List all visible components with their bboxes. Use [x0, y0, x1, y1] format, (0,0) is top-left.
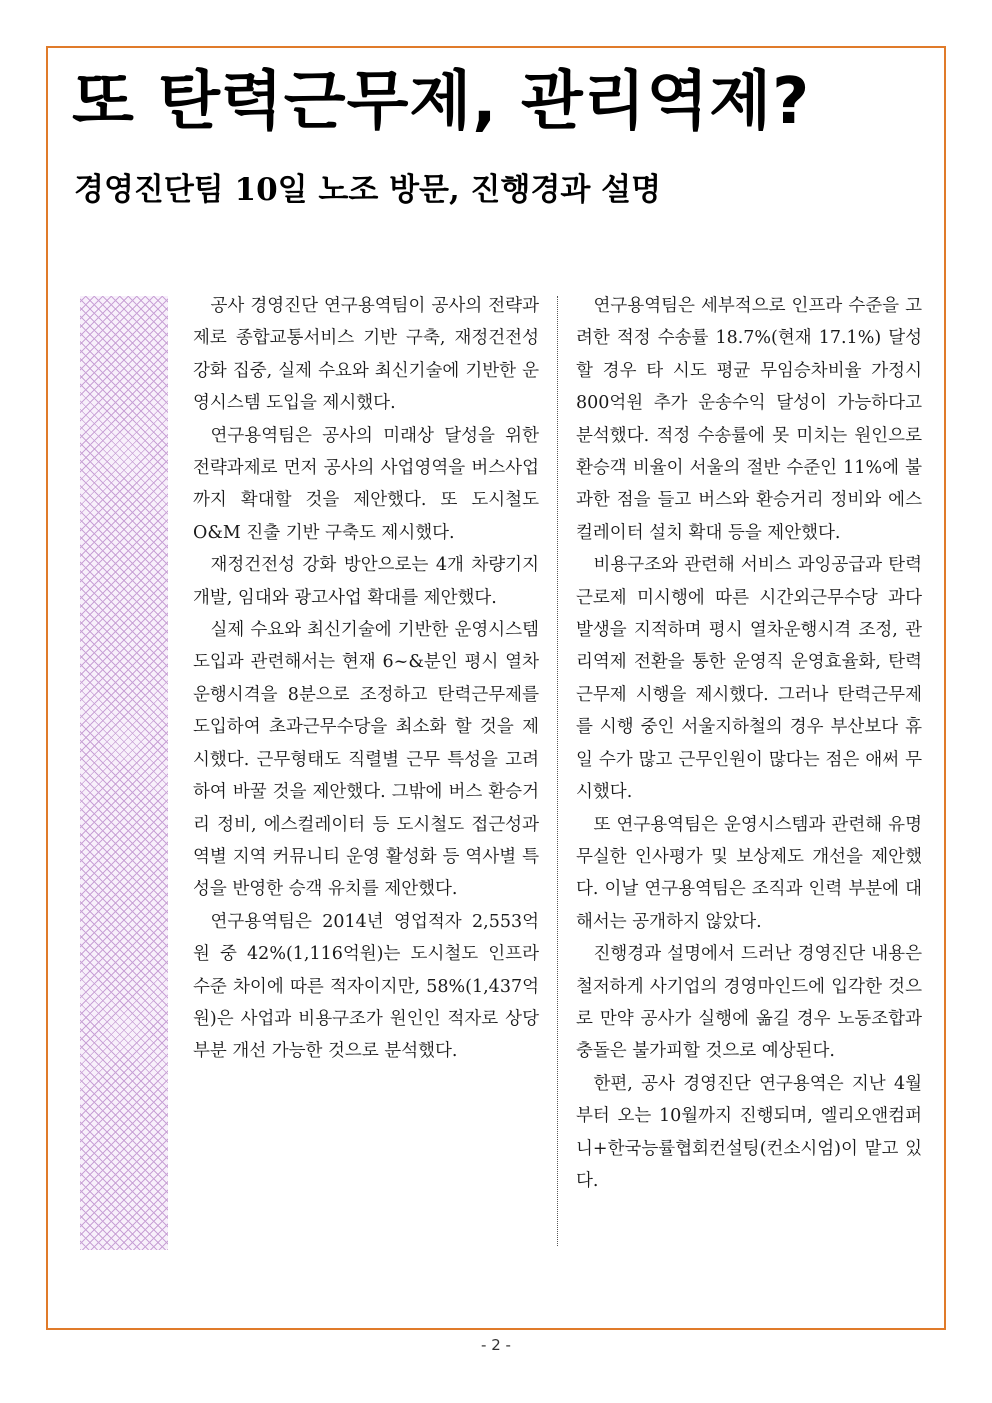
headline: 또 탄력근무제, 관리역제? [72, 65, 811, 139]
decorative-pattern-bar [80, 296, 168, 1250]
paragraph: 한편, 공사 경영진단 연구용역은 지난 4월부터 오는 10월까지 진행되며, 엘리오앤컴퍼니+한국능률협회컨설팅(컨소시엄)이 맡고 있다. [576, 1073, 922, 1191]
paragraph: 연구용역팀은 공사의 미래상 달성을 위한 전략과제로 먼저 공사의 사업영역을 버스사업까지 확대할 것을 제안했다. 또 도시철도 O&M 진출 기반 구축도 제시했다. [193, 425, 539, 543]
page-number: - 2 - [481, 1336, 511, 1354]
paragraph: 공사 경영진단 연구용역팀이 공사의 전략과제로 종합교통서비스 기반 구축, 재정건전성 강화 집중, 실제 수요와 최신기술에 기반한 운영시스템 도입을 제시했다. [193, 296, 539, 414]
paragraph: 연구용역팀은 세부적으로 인프라 수준을 고려한 적정 수송률 18.7%(현재 17.1%) 달성할 경우 타 시도 평균 무임승차비율 가정시 800억원 추가 운송수익 달성이 가능하다고 분석했다. 적정 수송률에 못 미치는 원인으로 환승객 비율이 서울의 절반 수준인 11%에 불과한 점을 들고 버스와 환승거리 정비와 에스컬레이터 설치 확대 등을 제안했다. [576, 296, 922, 543]
paragraph: 비용구조와 관련해 서비스 과잉공급과 탄력근로제 미시행에 따른 시간외근무수당 과다 발생을 지적하며 평시 열차운행시격 조정, 관리역제 전환을 통한 운영직 운영효율화, 탄력근무제 시행을 제시했다. 그러나 탄력근무제를 시행 중인 서울지하철의 경우 부산보다 휴일 수가 많고 근무인원이 많다는 점은 애써 무시했다. [576, 555, 922, 803]
right-column [576, 290, 922, 1197]
subheadline: 경영진단팀 10일 노조 방문, 진행경과 설명 [74, 172, 662, 208]
left-column [193, 290, 539, 1068]
paragraph: 실제 수요와 최신기술에 기반한 운영시스템 도입과 관련해서는 현재 6~&분인 평시 열차 운행시격을 8분으로 조정하고 탄력근무제를 도입하여 초과근무수당을 최소화 할 것을 제시했다. 근무형태도 직렬별 근무 특성을 고려하여 바꿀 것을 제안했다. 그밖에 버스 환승거리 정비, 에스컬레이터 등 도시철도 접근성과 역별 지역 커뮤니티 운영 활성화 등 역사별 특성을 반영한 승객 유치를 제안했다. [193, 620, 539, 900]
paragraph: 연구용역팀은 2014년 영업적자 2,553억원 중 42%(1,116억원)는 도시철도 인프라 수준 차이에 따른 적자이지만, 58%(1,437억원)은 사업과 비용구조가 원인인 적자로 상당 부분 개선 가능한 것으로 분석했다. [193, 911, 539, 1062]
paragraph: 또 연구용역팀은 운영시스템과 관련해 유명무실한 인사평가 및 보상제도 개선을 제안했다. 이날 연구용역팀은 조직과 인력 부분에 대해서는 공개하지 않았다. [576, 814, 922, 932]
paragraph: 재정건전성 강화 방안으로는 4개 차량기지 개발, 임대와 광고사업 확대를 제안했다. [193, 555, 539, 608]
column-divider [557, 296, 558, 1246]
paragraph: 진행경과 설명에서 드러난 경영진단 내용은 철저하게 사기업의 경영마인드에 입각한 것으로 만약 공사가 실행에 옮길 경우 노동조합과 충돌은 불가피할 것으로 예상된다. [576, 944, 922, 1062]
